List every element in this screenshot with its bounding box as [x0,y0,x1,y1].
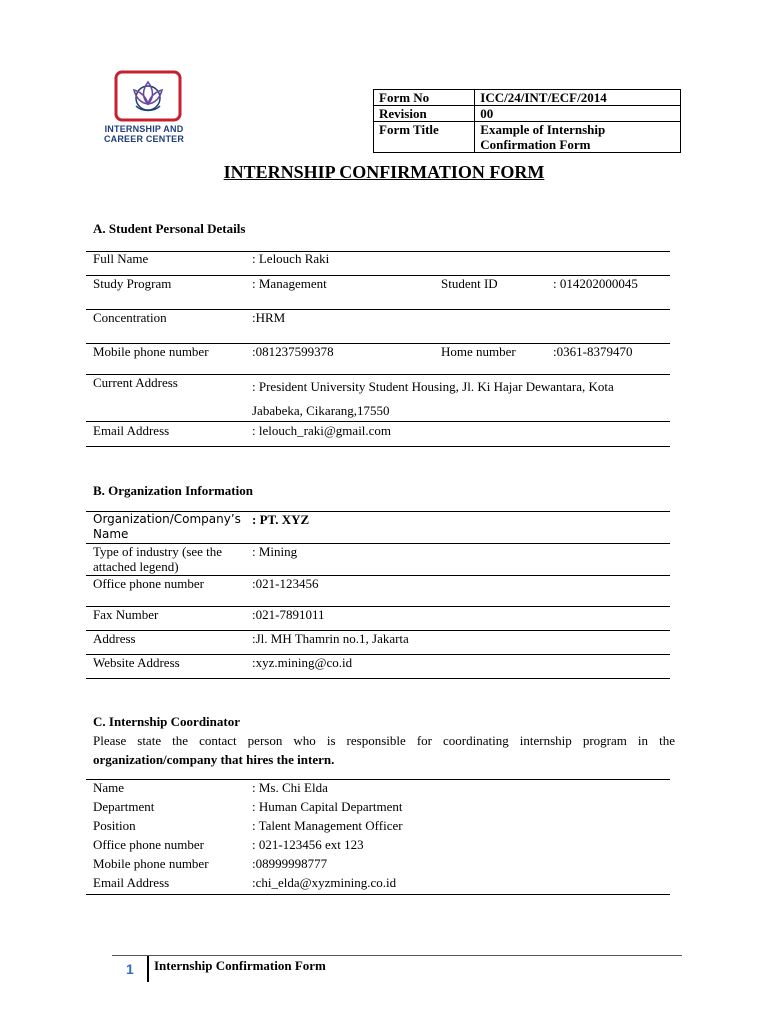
office-phone-label: Office phone number [93,576,204,591]
coord-email-label: Email Address [93,875,170,890]
footer-separator [147,956,149,982]
coord-office-phone-label: Office phone number [93,837,204,852]
fax-label: Fax Number [93,607,159,622]
fax-value: :021-7891011 [252,607,325,622]
table-row [86,544,670,576]
form-title-row [374,122,681,153]
coordinator-description [93,731,675,769]
coord-department-label: Department [93,799,155,814]
coord-name-label: Name [93,780,125,795]
industry-label: Type of industry (see the attached legend) [93,544,223,574]
address-value: : President University Student Housing, Jl. Ki Hajar Dewantara, Kota Jababeka, Cikarang,17550 [252,379,614,418]
section-c-top-line [86,779,670,780]
section-c-heading: C. Internship Coordinator [93,714,240,729]
full-name-label: Full Name [93,251,149,266]
concentration-value: :HRM [252,310,286,325]
coord-name-value: : Ms. Chi Elda [252,780,328,795]
form-title-value: Example of Internship Confirmation Form [475,122,681,153]
mobile-value: :081237599378 [252,344,334,359]
footer-divider [112,955,682,956]
form-info-table [373,89,681,153]
table-row [86,607,670,631]
home-number-label: Home number [441,344,516,359]
form-no-row [374,90,681,106]
email-value: : lelouch_raki@gmail.com [252,423,392,438]
form-no-label: Form No [374,90,475,106]
table-row [86,344,670,375]
student-id-label: Student ID [441,276,498,291]
coordinator-description-text: Please state the contact person who is responsible for coordinating internship program in the [93,733,675,748]
org-name-label: Organization/Company’s Name [93,512,241,541]
mobile-label: Mobile phone number [93,344,209,359]
home-number-value: :0361-8379470 [553,344,633,359]
table-row [86,276,670,310]
table-row [86,631,670,655]
org-address-value: :Jl. MH Thamrin no.1, Jakarta [252,631,409,646]
logo-text-line1: INTERNSHIP AND [104,124,184,134]
table-row [86,511,670,544]
coord-office-phone-value: : 021-123456 ext 123 [252,837,364,852]
form-title-label: Form Title [374,122,475,153]
study-program-label: Study Program [93,276,172,291]
revision-value: 00 [475,106,681,122]
coord-department-value: : Human Capital Department [252,799,403,814]
table-row [86,655,670,679]
full-name-value: : Lelouch Raki [252,251,330,266]
industry-value: : Mining [252,544,298,559]
logo-text-line2: CAREER CENTER [103,134,185,144]
coordinator-description-bold: organization/company that hires the intern. [93,752,335,767]
table-row [86,375,670,422]
section-a-heading: A. Student Personal Details [93,221,246,236]
address-label: Current Address [93,375,178,390]
org-address-label: Address [93,631,136,646]
concentration-label: Concentration [93,310,167,325]
table-row [86,310,670,344]
table-row [86,422,670,447]
website-value: :xyz.mining@co.id [252,655,353,670]
section-c-bottom-line [86,894,670,895]
page-number: 1 [126,961,134,977]
coord-mobile-value: :08999998777 [252,856,328,871]
coord-email-value: :chi_elda@xyzmining.co.id [252,875,397,890]
website-label: Website Address [93,655,180,670]
footer-title: Internship Confirmation Form [154,958,326,973]
study-program-value: : Management [252,276,327,291]
table-row [86,576,670,607]
revision-row [374,106,681,122]
page-title: INTERNSHIP CONFIRMATION FORM [223,162,545,182]
student-id-value: : 014202000045 [553,276,638,291]
table-row [86,251,670,276]
email-label: Email Address [93,423,170,438]
coord-position-label: Position [93,818,136,833]
coord-position-value: : Talent Management Officer [252,818,403,833]
office-phone-value: :021-123456 [252,576,319,591]
coord-mobile-label: Mobile phone number [93,856,209,871]
form-no-value: ICC/24/INT/ECF/2014 [475,90,681,106]
revision-label: Revision [374,106,475,122]
org-name-value: : PT. XYZ [252,512,310,527]
section-b-heading: B. Organization Information [93,483,253,498]
